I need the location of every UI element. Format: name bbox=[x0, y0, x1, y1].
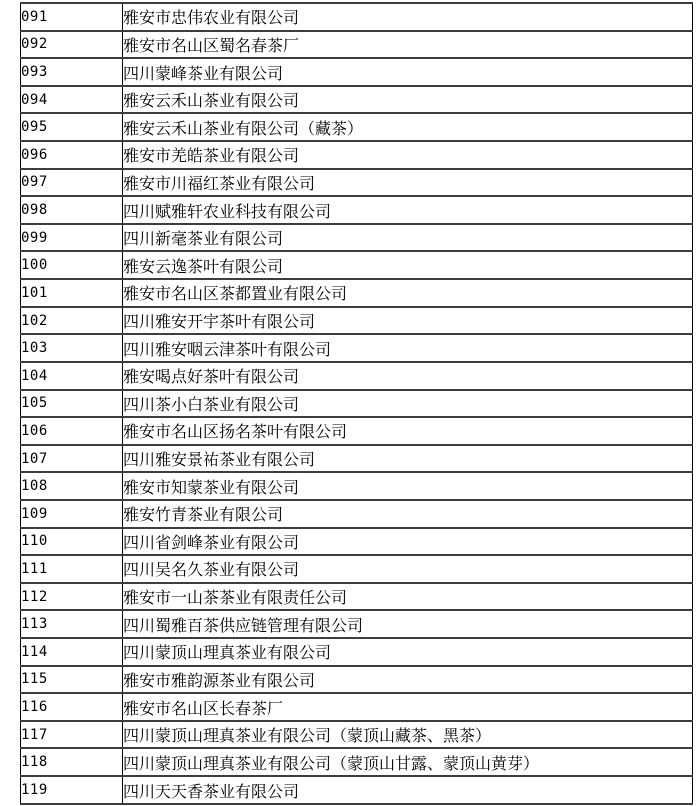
row-serial-number: 093 bbox=[21, 58, 123, 86]
row-company-name: 四川雅安开宇茶叶有限公司 bbox=[123, 307, 693, 335]
table-row bbox=[21, 721, 693, 749]
row-company-name: 雅安市名山区蜀名春茶厂 bbox=[123, 31, 693, 59]
table-row bbox=[21, 748, 693, 776]
table-row bbox=[21, 693, 693, 721]
row-company-name: 雅安市名山区茶都置业有限公司 bbox=[123, 279, 693, 307]
table-row bbox=[21, 113, 693, 141]
table-row bbox=[21, 31, 693, 59]
row-company-name: 四川省剑峰茶业有限公司 bbox=[123, 528, 693, 556]
row-serial-number: 095 bbox=[21, 113, 123, 141]
table-row bbox=[21, 528, 693, 556]
row-company-name: 四川蒙顶山理真茶业有限公司（蒙顶山藏茶、黑茶） bbox=[123, 721, 693, 749]
table-row bbox=[21, 555, 693, 583]
row-serial-number: 100 bbox=[21, 251, 123, 279]
row-company-name: 四川蒙顶山理真茶业有限公司 bbox=[123, 638, 693, 666]
table-row bbox=[21, 472, 693, 500]
row-company-name: 四川雅安景祐茶业有限公司 bbox=[123, 445, 693, 473]
company-table-body bbox=[21, 3, 693, 804]
row-serial-number: 101 bbox=[21, 279, 123, 307]
company-table bbox=[20, 2, 693, 805]
row-serial-number: 094 bbox=[21, 86, 123, 114]
row-company-name: 雅安市忠伟农业有限公司 bbox=[123, 3, 693, 31]
row-company-name: 雅安市川福红茶业有限公司 bbox=[123, 169, 693, 197]
row-company-name: 雅安市名山区扬名茶叶有限公司 bbox=[123, 417, 693, 445]
row-serial-number: 102 bbox=[21, 307, 123, 335]
row-serial-number: 117 bbox=[21, 721, 123, 749]
row-serial-number: 097 bbox=[21, 169, 123, 197]
row-serial-number: 092 bbox=[21, 31, 123, 59]
table-row bbox=[21, 362, 693, 390]
row-company-name: 四川茶小白茶业有限公司 bbox=[123, 390, 693, 418]
table-row bbox=[21, 86, 693, 114]
table-row bbox=[21, 251, 693, 279]
table-row bbox=[21, 224, 693, 252]
table-row bbox=[21, 500, 693, 528]
table-row bbox=[21, 610, 693, 638]
table-row bbox=[21, 334, 693, 362]
row-serial-number: 106 bbox=[21, 417, 123, 445]
row-company-name: 四川蒙顶山理真茶业有限公司（蒙顶山甘露、蒙顶山黄芽） bbox=[123, 748, 693, 776]
row-serial-number: 096 bbox=[21, 141, 123, 169]
row-serial-number: 091 bbox=[21, 3, 123, 31]
row-serial-number: 109 bbox=[21, 500, 123, 528]
row-serial-number: 116 bbox=[21, 693, 123, 721]
row-company-name: 四川吴名久茶业有限公司 bbox=[123, 555, 693, 583]
row-company-name: 雅安市一山茶茶业有限责任公司 bbox=[123, 583, 693, 611]
row-serial-number: 114 bbox=[21, 638, 123, 666]
table-row bbox=[21, 390, 693, 418]
row-serial-number: 115 bbox=[21, 666, 123, 694]
row-serial-number: 113 bbox=[21, 610, 123, 638]
row-serial-number: 104 bbox=[21, 362, 123, 390]
row-company-name: 雅安市名山区长春茶厂 bbox=[123, 693, 693, 721]
table-row bbox=[21, 141, 693, 169]
company-list-section bbox=[20, 2, 693, 805]
table-row bbox=[21, 445, 693, 473]
table-row bbox=[21, 583, 693, 611]
row-company-name: 雅安云逸茶叶有限公司 bbox=[123, 251, 693, 279]
row-company-name: 四川雅安咽云津茶叶有限公司 bbox=[123, 334, 693, 362]
table-row bbox=[21, 169, 693, 197]
row-company-name: 四川蒙峰茶业有限公司 bbox=[123, 58, 693, 86]
table-row bbox=[21, 638, 693, 666]
table-row bbox=[21, 279, 693, 307]
row-company-name: 雅安竹青茶业有限公司 bbox=[123, 500, 693, 528]
table-row bbox=[21, 58, 693, 86]
row-serial-number: 118 bbox=[21, 748, 123, 776]
table-row bbox=[21, 307, 693, 335]
row-company-name: 四川赋雅轩农业科技有限公司 bbox=[123, 196, 693, 224]
row-serial-number: 111 bbox=[21, 555, 123, 583]
row-serial-number: 098 bbox=[21, 196, 123, 224]
row-company-name: 雅安市羌皓茶业有限公司 bbox=[123, 141, 693, 169]
table-row bbox=[21, 776, 693, 804]
row-company-name: 雅安云禾山茶业有限公司（藏茶） bbox=[123, 113, 693, 141]
row-serial-number: 107 bbox=[21, 445, 123, 473]
row-company-name: 四川天天香茶业有限公司 bbox=[123, 776, 693, 804]
row-serial-number: 108 bbox=[21, 472, 123, 500]
row-company-name: 雅安市知蒙茶业有限公司 bbox=[123, 472, 693, 500]
row-company-name: 雅安市雅韵源茶业有限公司 bbox=[123, 666, 693, 694]
row-company-name: 雅安喝点好茶叶有限公司 bbox=[123, 362, 693, 390]
table-row bbox=[21, 666, 693, 694]
row-company-name: 雅安云禾山茶业有限公司 bbox=[123, 86, 693, 114]
table-row bbox=[21, 417, 693, 445]
table-row bbox=[21, 3, 693, 31]
row-serial-number: 119 bbox=[21, 776, 123, 804]
table-row bbox=[21, 196, 693, 224]
row-serial-number: 110 bbox=[21, 528, 123, 556]
row-serial-number: 099 bbox=[21, 224, 123, 252]
row-serial-number: 103 bbox=[21, 334, 123, 362]
row-serial-number: 105 bbox=[21, 390, 123, 418]
row-serial-number: 112 bbox=[21, 583, 123, 611]
row-company-name: 四川蜀雅百茶供应链管理有限公司 bbox=[123, 610, 693, 638]
row-company-name: 四川新毫茶业有限公司 bbox=[123, 224, 693, 252]
